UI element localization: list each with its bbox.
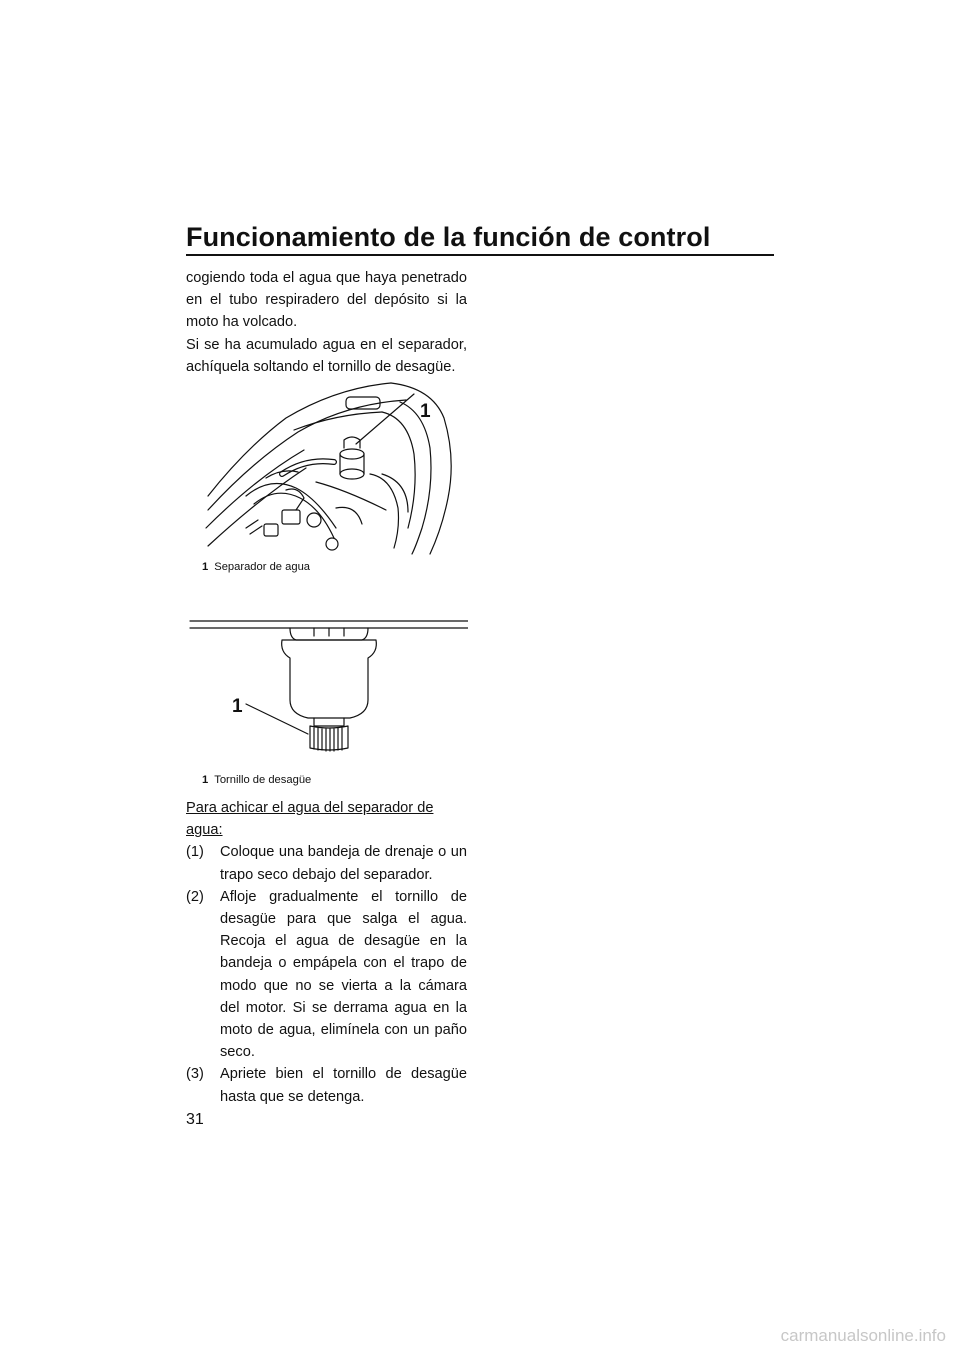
step-text: Coloque una bandeja de drenaje o un trapo seco debajo del separador. <box>220 844 467 883</box>
figure2-caption-text: Tornillo de desagüe <box>214 774 312 786</box>
step-marker: (1) <box>186 844 204 861</box>
figure2-caption <box>202 774 311 786</box>
intro-paragraph-2: Si se ha acumulado agua en el separador, achíquela soltando el tornillo de desagüe. <box>186 336 467 375</box>
drain-screw-illustration <box>186 614 468 754</box>
watermark: carmanualsonline.info <box>780 1326 946 1345</box>
drain-procedure <box>186 797 467 1108</box>
procedure-heading: Para achicar el agua del separador de agua: <box>186 800 434 839</box>
procedure-step <box>186 841 467 885</box>
water-separator-illustration <box>186 378 468 556</box>
figure1-caption-text: Separador de agua <box>214 561 311 573</box>
separator-callout-number: 1 <box>420 401 431 422</box>
procedure-step <box>186 886 467 1064</box>
intro-text <box>186 267 467 378</box>
intro-paragraph-1: cogiendo toda el agua que haya penetrado en el tubo respiradero del depósito si la moto ha volcado. <box>186 270 467 331</box>
figure1-caption-number: 1 <box>202 561 209 573</box>
procedure-steps <box>186 841 467 1107</box>
drain-screw-callout-number: 1 <box>232 696 243 717</box>
page-number: 31 <box>186 1111 204 1128</box>
procedure-step <box>186 1063 467 1107</box>
title-rule <box>186 254 774 256</box>
step-marker: (3) <box>186 1066 204 1083</box>
step-marker: (2) <box>186 888 204 905</box>
figure2-caption-number: 1 <box>202 774 209 786</box>
page-title: Funcionamiento de la función de control <box>186 222 711 252</box>
step-text: Apriete bien el tornillo de desagüe hasta que se detenga. <box>220 1066 467 1105</box>
figure1-caption <box>202 561 310 573</box>
step-text: Afloje gradualmente el tornillo de desagüe para que salga el agua. Recoja el agua de desagüe en la bandeja o empápela con el trapo de modo que no se vierta a la cámara del motor. Si se derrama agua en la moto de agua, elimínela con un paño seco. <box>220 888 467 1061</box>
